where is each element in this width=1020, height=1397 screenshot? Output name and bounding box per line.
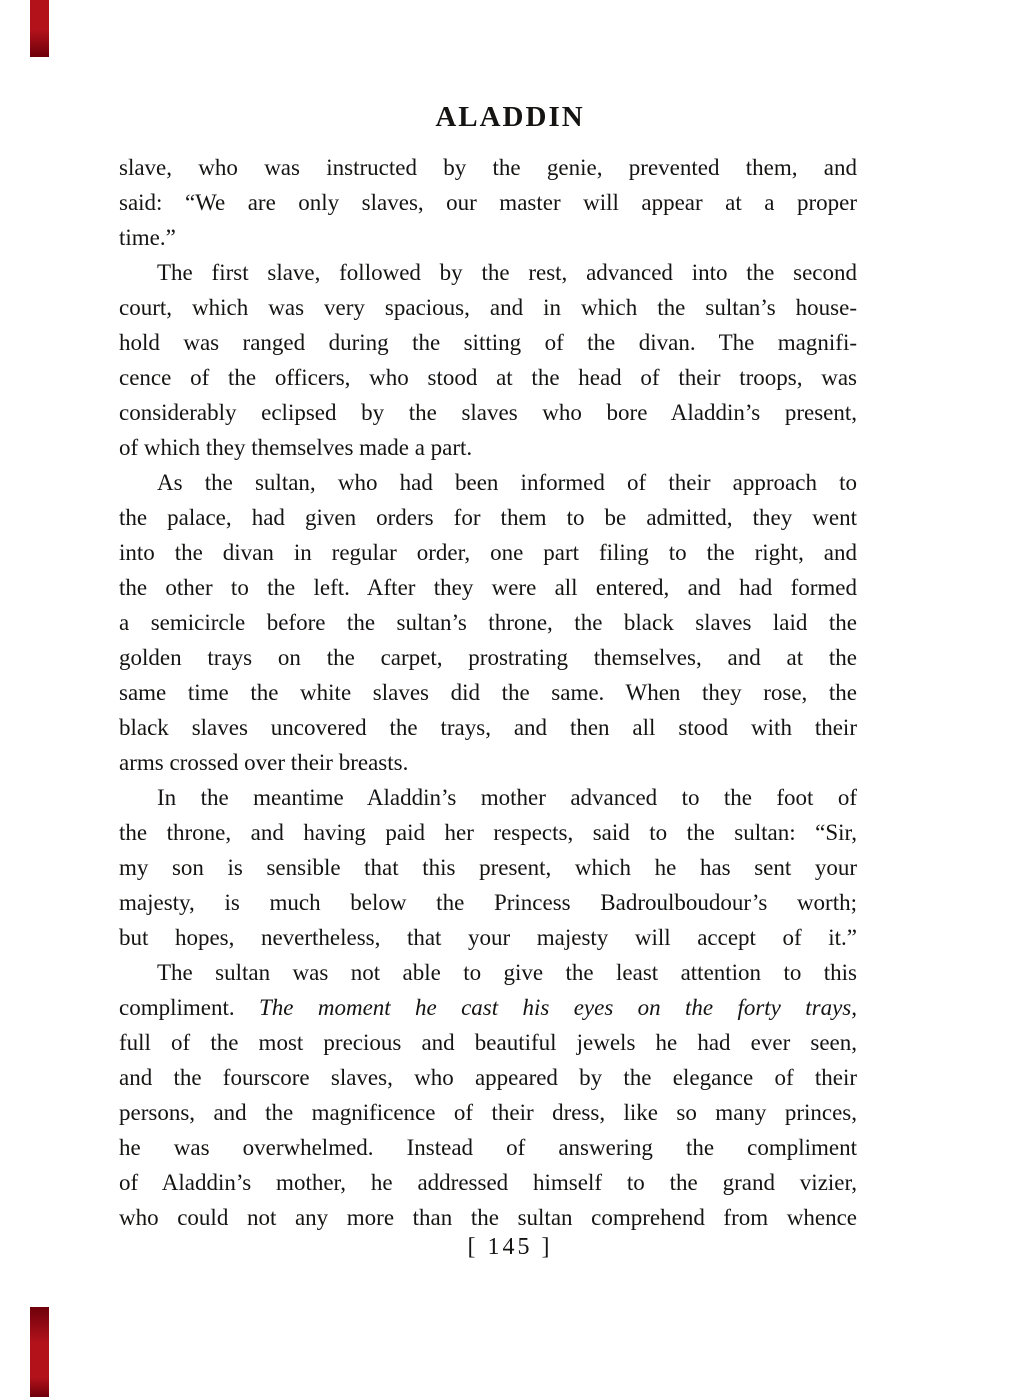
text-line: cence of the officers, who stood at the head of their troops, was xyxy=(119,365,857,390)
text-line: golden trays on the carpet, prostrating themselves, and at the xyxy=(119,645,857,670)
running-title: ALADDIN xyxy=(435,101,585,133)
text-line: In the meantime Aladdin’s mother advanced to the foot of xyxy=(157,785,857,810)
text-line: black slaves uncovered the trays, and then all stood with their xyxy=(119,715,857,740)
text-line: The first slave, followed by the rest, advanced into the second xyxy=(157,260,857,285)
text-line: but hopes, nevertheless, that your majesty will accept of it.” xyxy=(119,925,857,950)
text-line: the palace, had given orders for them to be admitted, they went xyxy=(119,505,857,530)
text-line: a semicircle before the sultan’s throne, the black slaves laid the xyxy=(119,610,857,635)
text-line: who could not any more than the sultan comprehend from whence xyxy=(119,1205,857,1230)
text-line: into the divan in regular order, one part filing to the right, and xyxy=(119,540,857,565)
text-line: As the sultan, who had been informed of their approach to xyxy=(157,470,857,495)
text-line: the other to the left. After they were all entered, and had formed xyxy=(119,575,857,600)
text-line: of which they themselves made a part. xyxy=(119,435,473,460)
text-line: slave, who was instructed by the genie, prevented them, and xyxy=(119,155,857,180)
text-line: he was overwhelmed. Instead of answering the compliment xyxy=(119,1135,857,1160)
text-line: time.” xyxy=(119,225,176,250)
text-line: arms crossed over their breasts. xyxy=(119,750,409,775)
text-line: court, which was very spacious, and in which the sultan’s house- xyxy=(119,295,857,320)
scan-edge-mark-top xyxy=(30,0,49,57)
text-line: considerably eclipsed by the slaves who bore Aladdin’s present, xyxy=(119,400,857,425)
text-line: hold was ranged during the sitting of the divan. The magnifi- xyxy=(119,330,857,355)
text-line: my son is sensible that this present, which he has sent your xyxy=(119,855,857,880)
text-line: persons, and the magnificence of their dress, like so many princes, xyxy=(119,1100,857,1125)
text-line: the throne, and having paid her respects, said to the sultan: “Sir, xyxy=(119,820,857,845)
text-line: same time the white slaves did the same. When they rose, the xyxy=(119,680,857,705)
scan-edge-mark-bottom xyxy=(30,1307,49,1397)
text-line: full of the most precious and beautiful jewels he had ever seen, xyxy=(119,1030,857,1055)
text-line: The sultan was not able to give the least attention to this xyxy=(157,960,857,985)
text-line: and the fourscore slaves, who appeared by the elegance of their xyxy=(119,1065,857,1090)
text-line: majesty, is much below the Princess Badroulboudour’s worth; xyxy=(119,890,857,915)
text-line: compliment. The moment he cast his eyes on the forty trays, xyxy=(119,995,857,1020)
body-text xyxy=(119,150,857,1235)
page-number: [ 145 ] xyxy=(467,1234,553,1260)
text-line: of Aladdin’s mother, he addressed himself to the grand vizier, xyxy=(119,1170,857,1195)
text-line: said: “We are only slaves, our master will appear at a proper xyxy=(119,190,857,215)
